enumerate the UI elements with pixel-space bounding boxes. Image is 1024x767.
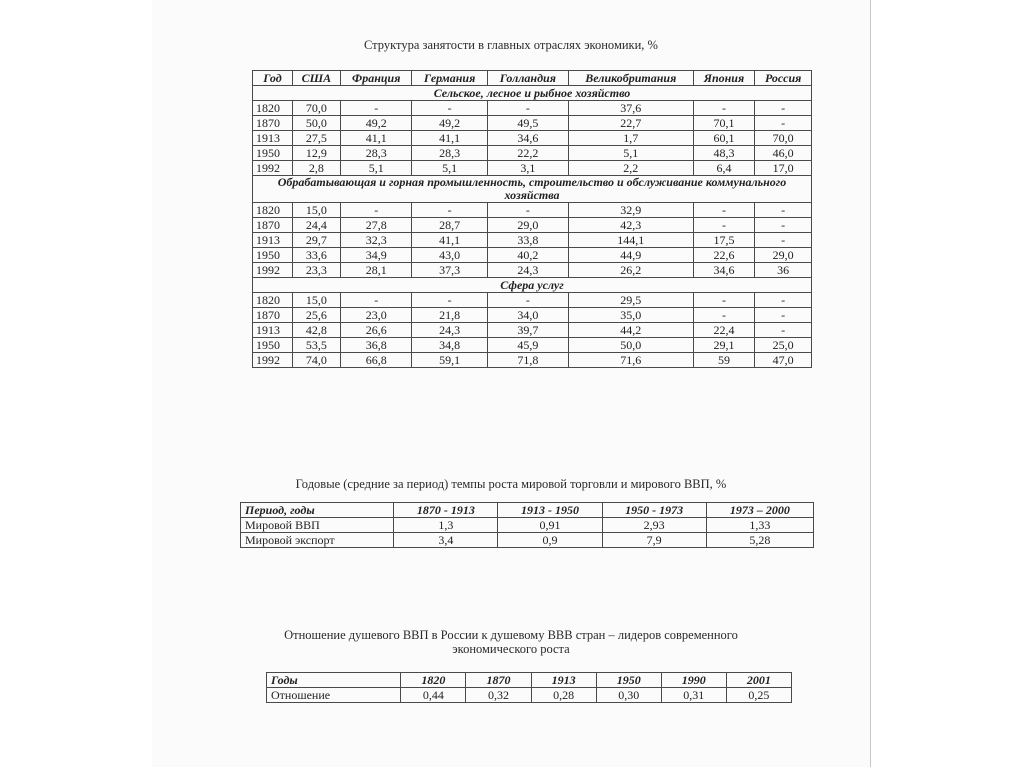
cell: 3,4 — [394, 533, 498, 548]
value-cell: 35,0 — [568, 308, 693, 323]
col-1950: 1950 — [596, 673, 661, 688]
table-row — [253, 101, 812, 116]
cell: 0,30 — [596, 688, 661, 703]
col-period-1: 1870 - 1913 — [394, 503, 498, 518]
value-cell: 50,0 — [568, 338, 693, 353]
cell: 0,44 — [401, 688, 466, 703]
value-cell: - — [487, 101, 568, 116]
table-row — [253, 218, 812, 233]
value-cell: - — [340, 293, 412, 308]
value-cell: 53,5 — [292, 338, 340, 353]
value-cell: 36,8 — [340, 338, 412, 353]
value-cell: 70,0 — [755, 131, 812, 146]
value-cell: 22,2 — [487, 146, 568, 161]
value-cell: - — [755, 218, 812, 233]
col-germany: Германия — [412, 71, 487, 86]
value-cell: - — [340, 203, 412, 218]
value-cell: 60,1 — [693, 131, 755, 146]
table-row — [253, 131, 812, 146]
year-cell: 1820 — [253, 293, 293, 308]
col-usa: США — [292, 71, 340, 86]
value-cell: 29,0 — [487, 218, 568, 233]
section-header-row — [253, 278, 812, 293]
value-cell: - — [412, 203, 487, 218]
growth-table-title: Годовые (средние за период) темпы роста мировой торговли и мирового ВВП, % — [295, 477, 727, 491]
value-cell: 12,9 — [292, 146, 340, 161]
row-label: Мировой ВВП — [241, 518, 394, 533]
year-cell: 1992 — [253, 353, 293, 368]
value-cell: 5,1 — [412, 161, 487, 176]
value-cell: 34,9 — [340, 248, 412, 263]
year-cell: 1820 — [253, 203, 293, 218]
table-header-row — [253, 71, 812, 86]
value-cell: 45,9 — [487, 338, 568, 353]
value-cell: 42,3 — [568, 218, 693, 233]
cell: 0,31 — [661, 688, 726, 703]
value-cell: 2,2 — [568, 161, 693, 176]
value-cell: - — [755, 308, 812, 323]
value-cell: 25,0 — [755, 338, 812, 353]
value-cell: 59 — [693, 353, 755, 368]
value-cell: 50,0 — [292, 116, 340, 131]
value-cell: 34,0 — [487, 308, 568, 323]
table-row — [253, 263, 812, 278]
value-cell: 28,7 — [412, 218, 487, 233]
col-1820: 1820 — [401, 673, 466, 688]
value-cell: 29,1 — [693, 338, 755, 353]
table-header-row — [241, 503, 814, 518]
cell: 0,91 — [498, 518, 602, 533]
table-row — [253, 338, 812, 353]
value-cell: 17,0 — [755, 161, 812, 176]
cell: 0,28 — [531, 688, 596, 703]
value-cell: - — [487, 293, 568, 308]
value-cell: 32,9 — [568, 203, 693, 218]
value-cell: 26,6 — [340, 323, 412, 338]
value-cell: 3,1 — [487, 161, 568, 176]
value-cell: 29,7 — [292, 233, 340, 248]
value-cell: 74,0 — [292, 353, 340, 368]
col-japan: Япония — [693, 71, 755, 86]
col-france: Франция — [340, 71, 412, 86]
value-cell: 15,0 — [292, 203, 340, 218]
table-row — [253, 203, 812, 218]
value-cell: - — [693, 218, 755, 233]
value-cell: 49,2 — [340, 116, 412, 131]
table-row — [253, 308, 812, 323]
year-cell: 1870 — [253, 116, 293, 131]
value-cell: 29,5 — [568, 293, 693, 308]
value-cell: 23,0 — [340, 308, 412, 323]
col-2001: 2001 — [726, 673, 791, 688]
table-row — [253, 116, 812, 131]
year-cell: 1870 — [253, 218, 293, 233]
value-cell: 39,7 — [487, 323, 568, 338]
value-cell: 44,9 — [568, 248, 693, 263]
table-row — [253, 293, 812, 308]
gdp-ratio-table — [266, 672, 792, 703]
value-cell: 22,6 — [693, 248, 755, 263]
value-cell: 49,5 — [487, 116, 568, 131]
value-cell: 17,5 — [693, 233, 755, 248]
table-row — [253, 248, 812, 263]
section-header-row — [253, 86, 812, 101]
year-cell: 1870 — [253, 308, 293, 323]
col-period-3: 1950 - 1973 — [602, 503, 706, 518]
value-cell: 70,1 — [693, 116, 755, 131]
cell: 0,9 — [498, 533, 602, 548]
value-cell: 28,1 — [340, 263, 412, 278]
section-title: Сфера услуг — [253, 278, 812, 293]
value-cell: 47,0 — [755, 353, 812, 368]
value-cell: 21,8 — [412, 308, 487, 323]
value-cell: 22,7 — [568, 116, 693, 131]
value-cell: 26,2 — [568, 263, 693, 278]
cell: 0,32 — [466, 688, 531, 703]
cell: 5,28 — [706, 533, 813, 548]
value-cell: 36 — [755, 263, 812, 278]
value-cell: 49,2 — [412, 116, 487, 131]
value-cell: 41,1 — [412, 131, 487, 146]
value-cell: 71,6 — [568, 353, 693, 368]
value-cell: - — [693, 293, 755, 308]
value-cell: 48,3 — [693, 146, 755, 161]
employment-table-body — [253, 86, 812, 368]
col-period: Период, годы — [241, 503, 394, 518]
cell: 1,33 — [706, 518, 813, 533]
value-cell: 15,0 — [292, 293, 340, 308]
value-cell: 28,3 — [340, 146, 412, 161]
col-period-4: 1973 – 2000 — [706, 503, 813, 518]
value-cell: 25,6 — [292, 308, 340, 323]
value-cell: 34,6 — [693, 263, 755, 278]
value-cell: 34,8 — [412, 338, 487, 353]
table-row — [253, 161, 812, 176]
employment-structure-table — [252, 70, 812, 368]
value-cell: - — [755, 293, 812, 308]
table-row — [253, 353, 812, 368]
value-cell: 46,0 — [755, 146, 812, 161]
value-cell: 24,3 — [487, 263, 568, 278]
cell: 1,3 — [394, 518, 498, 533]
col-netherlands: Голландия — [487, 71, 568, 86]
value-cell: - — [693, 203, 755, 218]
ratio-title-line-1: Отношение душевого ВВП в России к душевому ВВВ стран – лидеров современного — [284, 628, 738, 642]
year-cell: 1992 — [253, 161, 293, 176]
value-cell: 33,6 — [292, 248, 340, 263]
value-cell: 24,4 — [292, 218, 340, 233]
table-row — [253, 323, 812, 338]
year-cell: 1913 — [253, 323, 293, 338]
ratio-title-line-2: экономического роста — [452, 642, 570, 656]
row-label: Отношение — [267, 688, 401, 703]
value-cell: - — [693, 308, 755, 323]
table-row — [267, 688, 792, 703]
growth-rates-table — [240, 502, 814, 548]
table-row — [241, 518, 814, 533]
employment-table-title: Структура занятости в главных отраслях экономики, % — [364, 38, 658, 52]
year-cell: 1913 — [253, 131, 293, 146]
col-uk: Великобритания — [568, 71, 693, 86]
value-cell: 42,8 — [292, 323, 340, 338]
value-cell: 5,1 — [568, 146, 693, 161]
value-cell: 22,4 — [693, 323, 755, 338]
value-cell: - — [755, 323, 812, 338]
value-cell: 32,3 — [340, 233, 412, 248]
value-cell: 40,2 — [487, 248, 568, 263]
table-row — [253, 146, 812, 161]
value-cell: - — [755, 233, 812, 248]
section-header-row — [253, 176, 812, 203]
year-cell: 1950 — [253, 338, 293, 353]
section-title: Обрабатывающая и горная промышленность, строительство и обслуживание коммунального хозяйства — [253, 176, 812, 203]
value-cell: 23,3 — [292, 263, 340, 278]
section-title: Сельское, лесное и рыбное хозяйство — [253, 86, 812, 101]
value-cell: - — [755, 101, 812, 116]
col-years: Годы — [267, 673, 401, 688]
col-1913: 1913 — [531, 673, 596, 688]
value-cell: 6,4 — [693, 161, 755, 176]
value-cell: - — [412, 293, 487, 308]
row-label: Мировой экспорт — [241, 533, 394, 548]
col-year: Год — [253, 71, 293, 86]
ratio-table-title — [152, 628, 870, 656]
value-cell: 34,6 — [487, 131, 568, 146]
value-cell: - — [487, 203, 568, 218]
table-header-row — [267, 673, 792, 688]
value-cell: - — [755, 203, 812, 218]
table-row — [241, 533, 814, 548]
value-cell: 5,1 — [340, 161, 412, 176]
value-cell: 37,3 — [412, 263, 487, 278]
value-cell: 29,0 — [755, 248, 812, 263]
value-cell: 44,2 — [568, 323, 693, 338]
value-cell: 2,8 — [292, 161, 340, 176]
value-cell: 43,0 — [412, 248, 487, 263]
col-russia: Россия — [755, 71, 812, 86]
table-row — [253, 233, 812, 248]
col-period-2: 1913 - 1950 — [498, 503, 602, 518]
value-cell: - — [412, 101, 487, 116]
value-cell: 41,1 — [340, 131, 412, 146]
value-cell: 33,8 — [487, 233, 568, 248]
year-cell: 1820 — [253, 101, 293, 116]
value-cell: 28,3 — [412, 146, 487, 161]
value-cell: - — [693, 101, 755, 116]
document-page — [152, 0, 871, 767]
value-cell: - — [755, 116, 812, 131]
value-cell: 24,3 — [412, 323, 487, 338]
value-cell: 71,8 — [487, 353, 568, 368]
year-cell: 1950 — [253, 146, 293, 161]
value-cell: 37,6 — [568, 101, 693, 116]
value-cell: 41,1 — [412, 233, 487, 248]
year-cell: 1950 — [253, 248, 293, 263]
year-cell: 1992 — [253, 263, 293, 278]
value-cell: 66,8 — [340, 353, 412, 368]
col-1990: 1990 — [661, 673, 726, 688]
cell: 0,25 — [726, 688, 791, 703]
cell: 2,93 — [602, 518, 706, 533]
cell: 7,9 — [602, 533, 706, 548]
value-cell: 27,8 — [340, 218, 412, 233]
value-cell: 70,0 — [292, 101, 340, 116]
value-cell: 1,7 — [568, 131, 693, 146]
value-cell: 27,5 — [292, 131, 340, 146]
col-1870: 1870 — [466, 673, 531, 688]
year-cell: 1913 — [253, 233, 293, 248]
value-cell: 59,1 — [412, 353, 487, 368]
value-cell: - — [340, 101, 412, 116]
value-cell: 144,1 — [568, 233, 693, 248]
